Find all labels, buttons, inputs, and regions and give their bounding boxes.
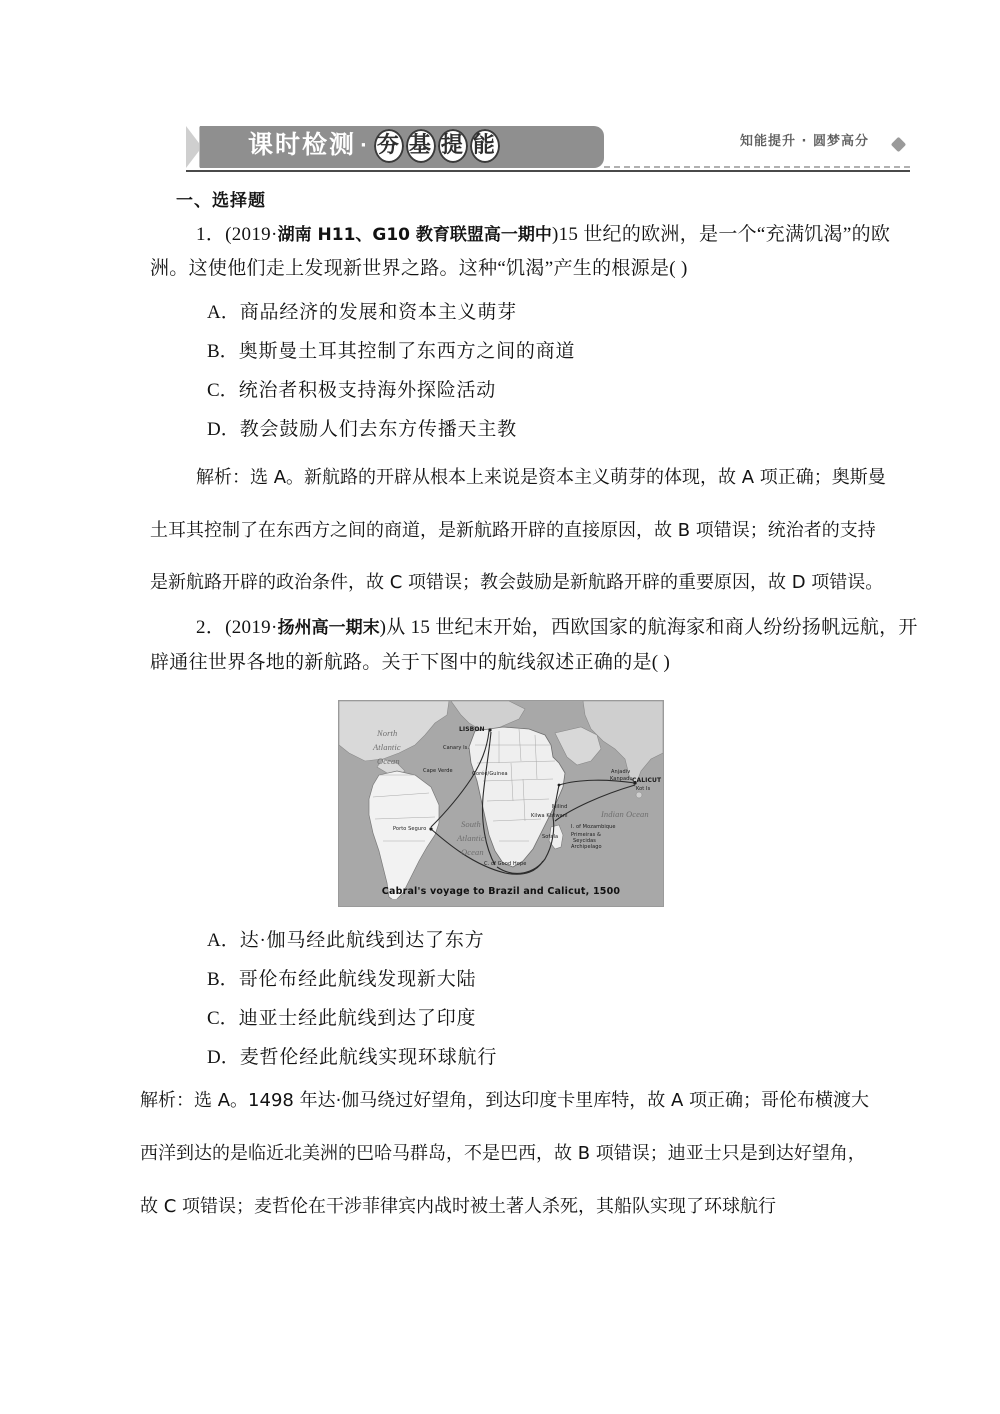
- question-1-option-d-label: D．: [207, 419, 240, 440]
- question-2-stem-line-1: 2．(2019·扬州高一期末)从 15 世纪末开始，西欧国家的航海家和商人纷纷扬帆远航，开: [196, 617, 918, 638]
- question-1-number: 1: [196, 224, 206, 245]
- banner-emph-char-4: 能: [470, 129, 500, 163]
- question-2-option-c-text: 迪亚士经此航线到达了印度: [238, 1008, 477, 1029]
- map-label-malindi: Milind: [552, 804, 568, 810]
- map-label-north-atlantic-1: North: [377, 728, 398, 738]
- map-label-lisbon: LISBON: [459, 726, 485, 733]
- question-2-option-b-text: 哥伦布经此航线发现新大陆: [238, 969, 477, 990]
- question-1-option-a-text: 商品经济的发展和资本主义萌芽: [239, 302, 517, 323]
- question-2-option-d-label: D．: [207, 1047, 240, 1068]
- question-2-option-d-text: 麦哲伦经此航线实现环球航行: [239, 1047, 498, 1068]
- question-1-option-b[interactable]: [207, 339, 575, 365]
- question-2-option-a[interactable]: [207, 928, 484, 954]
- map-label-canary-islands: Canary Is.: [443, 745, 470, 751]
- map-label-kanpadu: Kanpadu: [610, 776, 633, 782]
- question-2-explanation-line-2: 西洋到达的是临近北美洲的巴哈马群岛，不是巴西，故 B 项错误；迪亚士只是到达好望角，: [140, 1143, 866, 1164]
- map-label-porto-seguro: Porto Seguro: [393, 826, 427, 832]
- map-caption: Cabral's voyage to Brazil and Calicut, 1500: [381, 886, 621, 897]
- question-1-stem-line-2: 洲。这使他们走上发现新世界之路。这种“饥渴”产生的根源是( ): [150, 258, 688, 279]
- section-title: 一、选择题: [176, 191, 266, 211]
- question-1-stem-line-1: 1．(2019·湖南 H11、G10 教育联盟高一期中)15 世纪的欧洲，是一个“充满饥渴”的欧: [196, 224, 891, 245]
- question-1-option-c-label: C．: [207, 380, 239, 401]
- map-label-archipelago: Archipelago: [571, 844, 602, 850]
- question-2-option-b[interactable]: [207, 967, 476, 993]
- map-label-anjadiv: Anjadiv: [611, 769, 631, 775]
- question-1-explanation-line-3: 是新航路开辟的政治条件，故 C 项错误；教会鼓励是新航路开辟的重要原因，故 D 项错误。: [150, 572, 884, 593]
- map-label-guinea: Gorée/Guinea: [472, 771, 508, 777]
- question-2-option-c-label: C．: [207, 1008, 239, 1029]
- question-2-explanation-line-3: 故 C 项错误；麦哲伦在干涉菲律宾内战时被土著人杀死，其船队实现了环球航行: [140, 1196, 777, 1217]
- question-1-option-a[interactable]: [207, 300, 517, 326]
- banner-emph-char-3: 提: [438, 129, 468, 163]
- banner-emph-char-2: 基: [406, 129, 436, 163]
- question-1-option-c[interactable]: [207, 378, 496, 404]
- question-1-option-d-text: 教会鼓励人们去东方传播天主教: [239, 419, 517, 440]
- map-label-mozambique: I. of Mozambique: [571, 824, 616, 830]
- question-2-explanation-line-1: 解析：选 A。1498 年达·伽马绕过好望角，到达印度卡里库特，故 A 项正确；哥伦布横渡大: [140, 1090, 870, 1111]
- map-label-north-atlantic-3: Ocean: [377, 756, 400, 766]
- map-label-primeiras: Primeiras &: [571, 832, 602, 838]
- question-1-option-d[interactable]: [207, 417, 517, 443]
- map-label-calicut: CALICUT: [632, 777, 662, 784]
- banner-emph-char-1: 夯: [374, 129, 404, 163]
- map-label-sofala: Sofala: [542, 834, 559, 840]
- banner-title-separator: ·: [360, 135, 369, 156]
- banner-title: [248, 124, 501, 166]
- question-1-option-a-label: A．: [207, 302, 240, 323]
- question-1-option-b-text: 奥斯曼土耳其控制了东西方之间的商道: [238, 341, 576, 362]
- question-1-explanation-line-1: 解析：选 A。新航路的开辟从根本上来说是资本主义萌芽的体现，故 A 项正确；奥斯曼: [196, 467, 886, 488]
- map-label-kilwa-kisiwani: Kilwa Kisiwani: [531, 813, 568, 819]
- map-label-south-atlantic-2: Atlantic: [457, 833, 485, 843]
- question-2-stem-line-2: 辟通往世界各地的新航路。关于下图中的航线叙述正确的是( ): [150, 652, 671, 673]
- question-2-number: 2: [196, 617, 206, 638]
- question-2-stem-1: 从 15 世纪末开始，西欧国家的航海家和商人纷纷扬帆远航，开: [386, 617, 918, 638]
- map-label-kot-is: Kot Is: [636, 786, 651, 792]
- question-2-option-a-text: 达·伽马经此航线到达了东方: [239, 930, 485, 951]
- banner-title-main: 课时检测: [248, 130, 357, 159]
- header-underline-rule: [186, 170, 910, 172]
- header-tagline: 知能提升 · 圆梦高分: [740, 134, 869, 149]
- question-1-option-c-text: 统治者积极支持海外探险活动: [238, 380, 497, 401]
- question-1-stem-1: )15 世纪的欧洲，是一个“充满饥渴”的欧: [551, 224, 891, 245]
- question-1-option-b-label: B．: [207, 341, 239, 362]
- map-label-seychelles: Seycidas: [573, 838, 596, 844]
- map-label-north-atlantic-2: Atlantic: [373, 742, 401, 752]
- question-2-option-d[interactable]: [207, 1045, 497, 1071]
- question-2-option-c[interactable]: [207, 1006, 476, 1032]
- map-label-cape-verde: Cape Verde: [423, 768, 453, 774]
- voyage-map-figure: [338, 700, 664, 907]
- question-2-option-a-label: A．: [207, 930, 240, 951]
- map-label-south-atlantic-1: South: [461, 819, 481, 829]
- header-dashed-rule: [604, 166, 910, 168]
- map-label-south-atlantic-3: Ocean: [461, 847, 484, 857]
- question-2-option-b-label: B．: [207, 969, 239, 990]
- map-label-cape-of-good-hope: C. of Good Hope: [484, 861, 527, 867]
- map-label-indian-ocean: Indian Ocean: [601, 809, 649, 819]
- question-1-explanation-line-2: 土耳其控制了在东西方之间的商道，是新航路开辟的直接原因，故 B 项错误；统治者的支持: [150, 520, 876, 541]
